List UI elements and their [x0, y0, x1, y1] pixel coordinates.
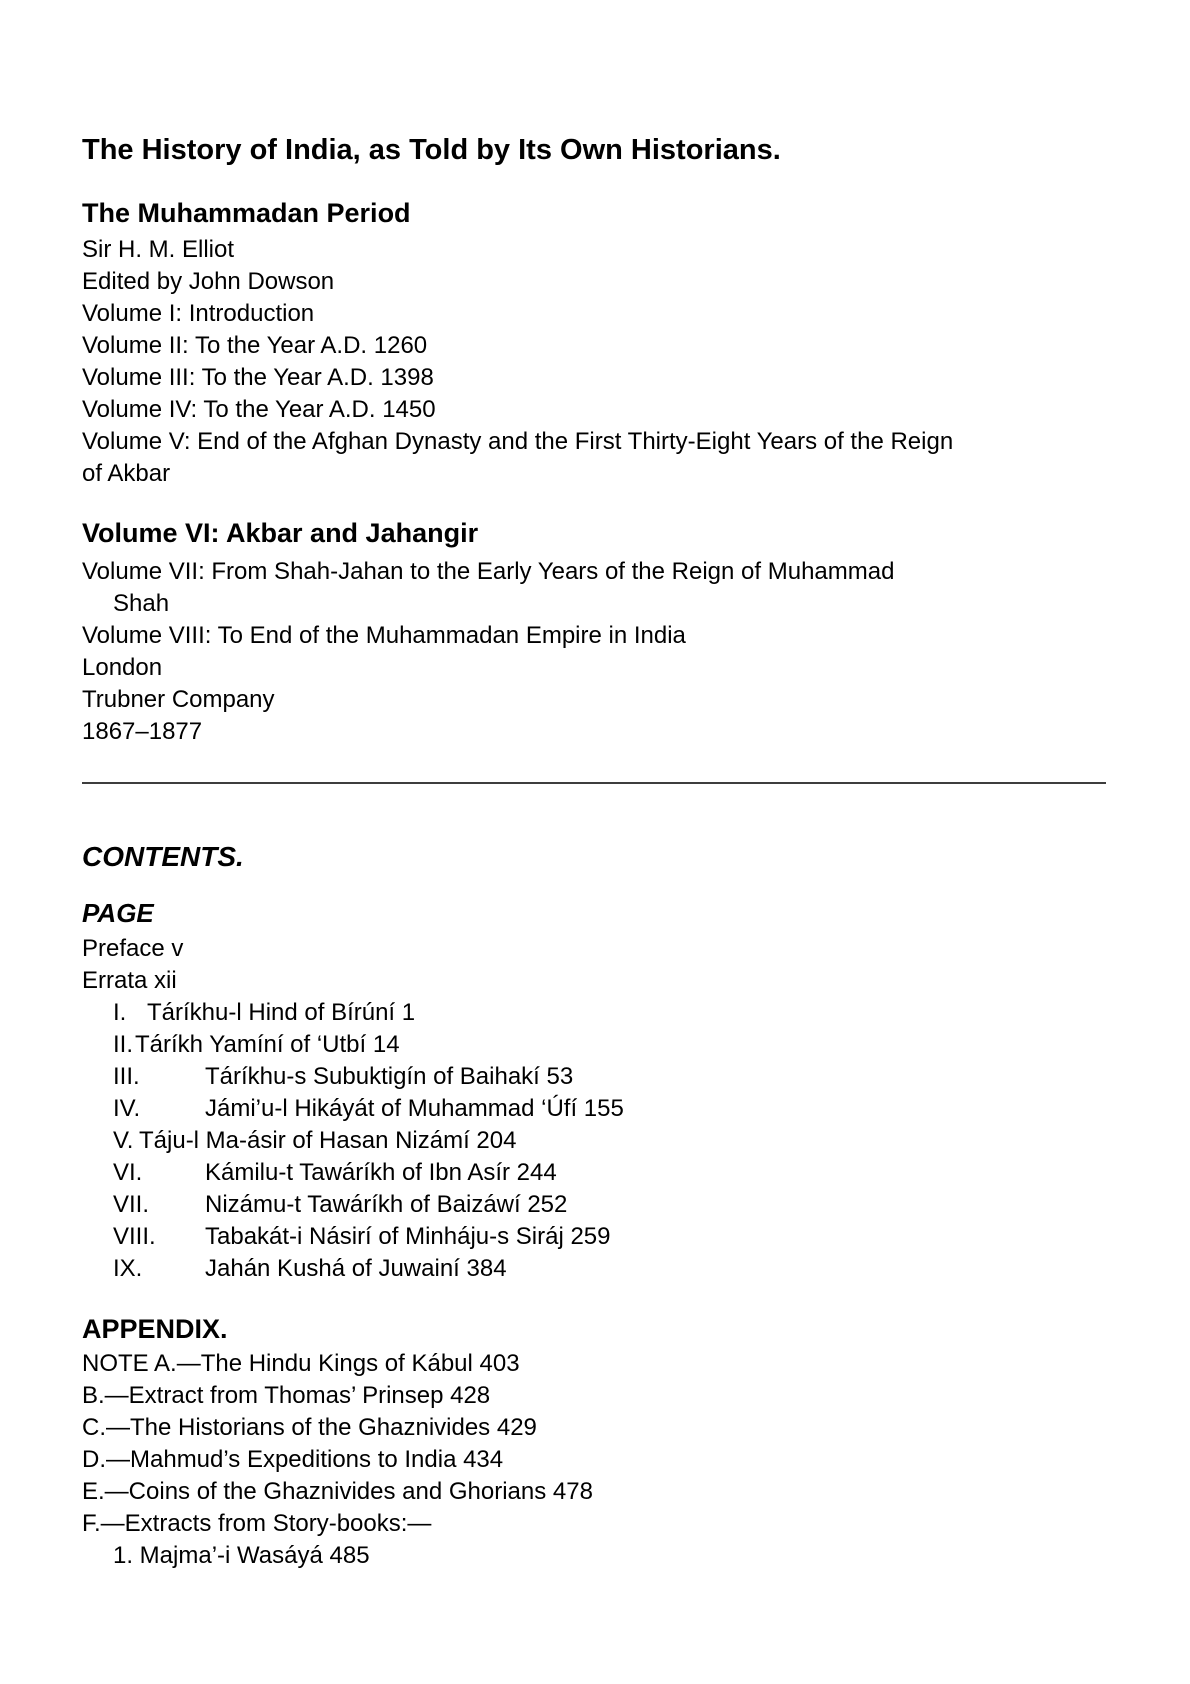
toc-item — [82, 1125, 1108, 1157]
toc-item-number: III. — [113, 1063, 140, 1090]
toc-item-number: I. — [113, 999, 127, 1026]
toc-item — [82, 1253, 1108, 1285]
appendix-item: E.—Coins of the Ghaznivides and Ghorians 478 — [82, 1478, 593, 1505]
toc-item-number: II. — [113, 1031, 134, 1058]
toc-item-title: Táríkh Yamíní of ‘Utbí 14 — [135, 1031, 400, 1058]
toc-item-title: Táríkhu-s Subuktigín of Baihakí 53 — [205, 1063, 574, 1090]
toc-item — [82, 1157, 1108, 1189]
toc-item-number: VII. — [113, 1191, 150, 1218]
edition-line: Volume V: End of the Afghan Dynasty and the First Thirty-Eight Years of the Reign — [82, 428, 954, 455]
edition-line: Sir H. M. Elliot — [82, 236, 235, 263]
contents-front-item: Preface v — [82, 935, 184, 962]
section-divider — [82, 782, 1106, 784]
imprint-line: London — [82, 654, 163, 681]
page-column-label: PAGE — [82, 898, 154, 928]
edition-line: Volume I: Introduction — [82, 300, 315, 327]
appendix-list — [82, 1348, 1108, 1572]
toc-item-number: IV. — [113, 1095, 141, 1122]
toc-item — [82, 997, 1108, 1029]
toc-item-number: IX. — [113, 1255, 143, 1282]
edition-info-block — [82, 234, 1108, 490]
period-subtitle: The Muhammadan Period — [82, 198, 411, 228]
appendix-item: D.—Mahmud’s Expeditions to India 434 — [82, 1446, 504, 1473]
imprint-line: 1867–1877 — [82, 718, 203, 745]
toc-item-title: Nizámu-t Tawáríkh of Baizáwí 252 — [205, 1191, 568, 1218]
imprint-line: Volume VII: From Shah-Jahan to the Early Years of the Reign of Muhammad — [82, 558, 895, 585]
edition-line: Edited by John Dowson — [82, 268, 335, 295]
imprint-line: Trubner Company — [82, 686, 275, 713]
toc-item-title: Táríkhu-l Hind of Bírúní 1 — [147, 999, 416, 1026]
contents-heading: CONTENTS. — [82, 841, 244, 872]
appendix-item: NOTE A.—The Hindu Kings of Kábul 403 — [82, 1350, 520, 1377]
contents-front-item: Errata xii — [82, 967, 177, 994]
edition-line: Volume III: To the Year A.D. 1398 — [82, 364, 434, 391]
imprint-line: Shah — [113, 590, 170, 617]
edition-line: of Akbar — [82, 460, 171, 487]
appendix-item: C.—The Historians of the Ghaznivides 429 — [82, 1414, 537, 1441]
toc-item — [82, 1061, 1108, 1093]
book-title: The History of India, as Told by Its Own Historians. — [82, 134, 781, 166]
toc-item-title: Jámi’u-l Hikáyát of Muhammad ‘Úfí 155 — [205, 1095, 624, 1122]
toc-item-number: V. — [113, 1127, 134, 1154]
appendix-item: B.—Extract from Thomas’ Prinsep 428 — [82, 1382, 491, 1409]
imprint-line: Volume VIII: To End of the Muhammadan Empire in India — [82, 622, 686, 649]
toc-item — [82, 1029, 1108, 1061]
imprint-block — [82, 556, 1108, 748]
toc-item — [82, 1093, 1108, 1125]
toc-item-number: VIII. — [113, 1223, 156, 1250]
contents-list — [82, 933, 1108, 1285]
edition-line: Volume II: To the Year A.D. 1260 — [82, 332, 428, 359]
appendix-item: F.—Extracts from Story-books:— — [82, 1510, 432, 1537]
toc-item-number: VI. — [113, 1159, 143, 1186]
toc-item-title: Táju-l Ma-ásir of Hasan Nizámí 204 — [139, 1127, 517, 1154]
toc-item-title: Tabakát-i Násirí of Minháju-s Siráj 259 — [205, 1223, 611, 1250]
appendix-item: 1. Majma’-i Wasáyá 485 — [113, 1542, 370, 1569]
toc-item — [82, 1189, 1108, 1221]
appendix-heading: APPENDIX. — [82, 1314, 228, 1344]
edition-line: Volume IV: To the Year A.D. 1450 — [82, 396, 436, 423]
volume-vi-heading: Volume VI: Akbar and Jahangir — [82, 518, 479, 548]
toc-item-title: Jahán Kushá of Juwainí 384 — [205, 1255, 507, 1282]
toc-item-title: Kámilu-t Tawáríkh of Ibn Asír 244 — [205, 1159, 557, 1186]
toc-item — [82, 1221, 1108, 1253]
